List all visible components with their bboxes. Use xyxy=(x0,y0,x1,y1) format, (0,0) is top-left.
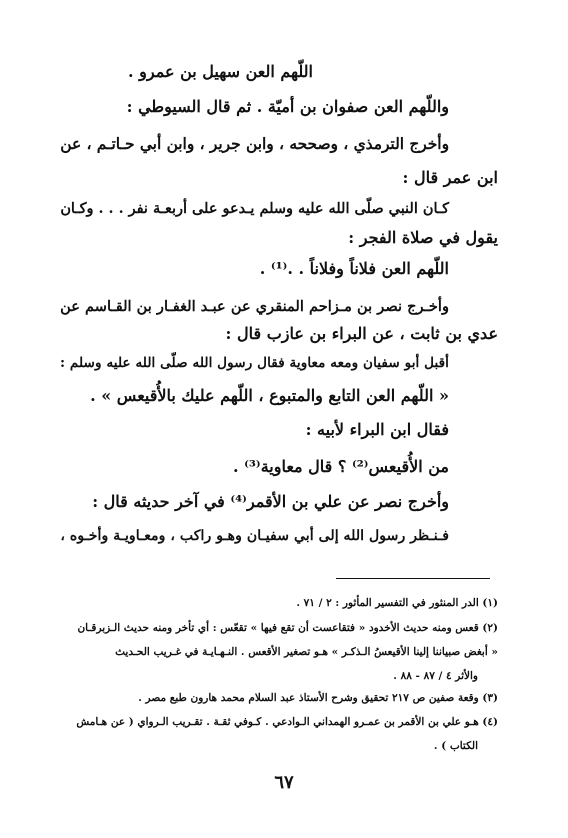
body-line-12: فقال ابن البراء لأبيه : xyxy=(305,420,449,439)
body-line-1: اللّهم العن سهيل بن عمرو . xyxy=(128,62,313,81)
body-line-10: أقبل أبو سفيان ومعه معاوية فقال رسول الله صلّى الله عليه وسلم : xyxy=(60,355,449,371)
footnote-2-cont: « أبغض صبياننا إلينا الأقيعسُ الـذكـر » هـو تصغير الأقعس . النـهـايـة في غـريب الحـديث xyxy=(115,646,498,658)
body-line-11: « اللّهم العن التابع والمتبوع ، اللّهم عليك بالأُقيعس » . xyxy=(90,386,449,405)
body-line-7: اللّهم العن فلاناً وفلاناً . .⁽¹⁾ . xyxy=(259,259,449,278)
footnote-2: (٢) قعس ومنه حديث الأخدود « فتقاعست أن تقع فيها » تقعّس : أي تأخر ومنه حديث الـزبرقـان xyxy=(77,622,498,634)
body-line-2: واللّهم العن صفوان بن أميّة . ثم قال السيوطي : xyxy=(126,97,449,116)
footnote-separator xyxy=(336,578,490,579)
body-line-8: وأخـرج نصر بن مـزاحم المنقري عن عبـد الغفـار بن القـاسم عن xyxy=(60,298,449,315)
body-line-6: يقول في صلاة الفجر : xyxy=(348,228,498,247)
footnote-4-cont: الكتاب ) . xyxy=(433,740,478,752)
footnote-1: (١) الدر المنثور في التفسير المأثور : ٢ / ٧١ . xyxy=(296,597,498,609)
body-line-13: من الأُقيعس⁽²⁾ ؟ قال معاوية⁽³⁾ . xyxy=(233,457,449,476)
footnote-2-cont2: والأثر ٤ / ٨٧ - ٨٨ . xyxy=(393,670,478,682)
body-line-9: عدي بن ثابت ، عن البراء بن عازب قال : xyxy=(225,324,498,343)
body-line-4: ابن عمر قال : xyxy=(402,168,498,187)
footnote-3: (٣) وقعة صفين ص ٢١٧ تحقيق وشرح الأستاذ عبد السلام محمد هارون طبع مصر . xyxy=(138,692,498,704)
body-line-14: وأخرج نصر عن علي بن الأقمر⁽⁴⁾ في آخر حديثه قال : xyxy=(92,492,449,511)
footnote-4: (٤) هـو علي بن الأقمر بن عمـرو الهمداني الـوادعي . كـوفي ثقـة . تقـريب الـرواي ( عن هـامش xyxy=(76,716,498,728)
body-line-5: كـان النبي صلّى الله عليه وسلم يـدعو على أربعـة نفر . . . وكـان xyxy=(60,200,449,217)
page-number: ٦٧ xyxy=(274,772,294,793)
body-line-3: وأخرج الترمذي ، وصححه ، وابن جرير ، وابن أبي حـاتـم ، عن xyxy=(60,135,449,153)
body-line-15: فـنـظر رسول الله إلى أبي سفيـان وهـو راكب ، ومعـاويـة وأخـوه ، xyxy=(60,528,449,544)
